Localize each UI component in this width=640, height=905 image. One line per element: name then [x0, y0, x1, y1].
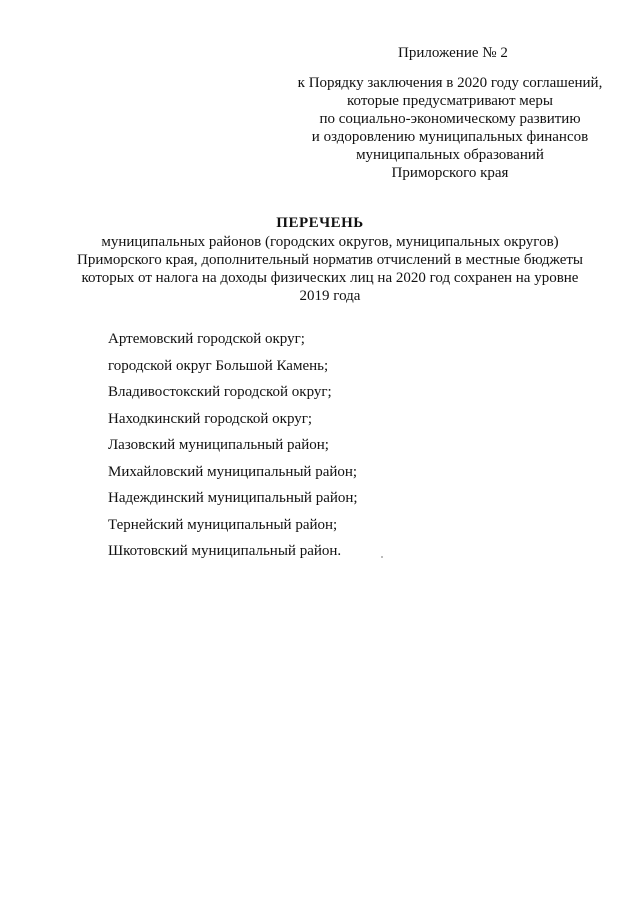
- list-item: Надеждинский муниципальный район;: [108, 490, 358, 506]
- appendix-line: к Порядку заключения в 2020 году соглашений,: [297, 75, 603, 91]
- list-item: Тернейский муниципальный район;: [108, 516, 338, 533]
- subtitle-line: которых от налога на доходы физических лиц на 2020 год сохранен на уровне: [81, 270, 579, 286]
- appendix-number: Приложение № 2: [398, 45, 508, 61]
- subtitle-line: Приморского края, дополнительный норматив отчислений в местные бюджеты: [76, 252, 583, 268]
- document-title: ПЕРЕЧЕНЬ: [276, 215, 364, 231]
- appendix-line: и оздоровлению муниципальных финансов: [311, 129, 589, 145]
- appendix-line: Приморского края: [391, 165, 509, 181]
- list-item: Владивостокский городской округ;: [108, 384, 332, 400]
- list-item: Находкинский городской округ;: [108, 410, 313, 427]
- scan-speck: [381, 556, 383, 558]
- subtitle-line: муниципальных районов (городских округов, муниципальных округов): [101, 234, 559, 250]
- list-item: Шкотовский муниципальный район.: [108, 543, 342, 559]
- subtitle-line: 2019 года: [299, 288, 361, 304]
- municipality-list: [108, 330, 358, 569]
- appendix-line: которые предусматривают меры: [347, 93, 553, 109]
- list-item: Лазовский муниципальный район;: [108, 437, 329, 453]
- appendix-line: по социально-экономическому развитию: [319, 111, 581, 127]
- list-item: Артемовский городской округ;: [108, 331, 305, 347]
- appendix-reference: [270, 74, 630, 182]
- list-item: городской округ Большой Камень;: [108, 357, 329, 374]
- list-item: Михайловский муниципальный район;: [108, 463, 358, 480]
- appendix-line: муниципальных образований: [356, 147, 544, 163]
- document-subtitle: [40, 233, 620, 305]
